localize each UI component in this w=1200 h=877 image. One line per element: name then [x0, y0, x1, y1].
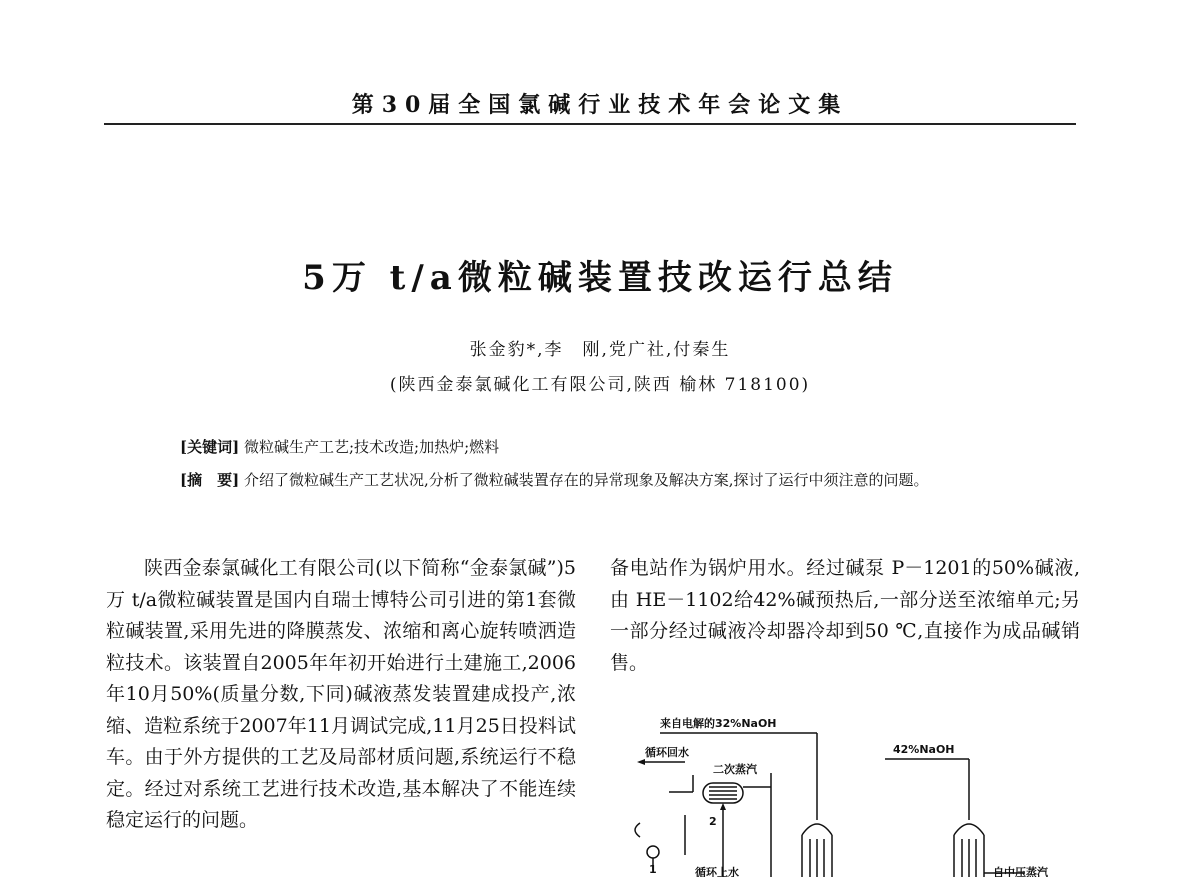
diagram-label-feed: 来自电解的32%NaOH — [660, 717, 777, 730]
process-flow-diagram — [605, 715, 1085, 877]
body-left-column: 陕西金泰氯碱化工有限公司(以下简称“金泰氯碱”)5万 t/a微粒碱装置是国内自瑞士博特公司引进的第1套微粒碱装置,采用先进的降膜蒸发、浓缩和离心旋转喷洒造粒技术。该装置自2005年年初开始进行土建施工,2006年10月50%(质量分数,下同)碱液蒸发装置建成投产,浓缩、造粒系统于2007年11月调试完成,11月25日投料试车。由于外方提供的工艺及局部材质问题,系统运行不稳定。经过对系统工艺进行技术改造,基本解决了不能连续稳定运行的问题。 — [106, 557, 576, 831]
abstract-text: 介绍了微粒碱生产工艺状况,分析了微粒碱装置存在的异常现象及解决方案,探讨了运行中须注意的问题。 — [243, 471, 929, 489]
diagram-number-2: 2 — [709, 815, 717, 828]
keywords-text: 微粒碱生产工艺;技术改造;加热炉;燃料 — [243, 438, 500, 456]
keywords-line — [180, 436, 499, 457]
article-authors: 张金豹*,李 刚,党广社,付秦生 — [469, 340, 731, 360]
diagram-label-supply-water: 循环上水 — [695, 866, 739, 877]
diagram-label-return-water: 循环回水 — [645, 746, 689, 759]
abstract-block — [140, 467, 1060, 493]
diagram-label-steam-in: 自中压蒸汽 — [993, 866, 1048, 877]
body-right-column: 备电站作为锅炉用水。经过碱泵 P－1201的50%碱液,由 HE－1102给42%碱预热后,一部分送至浓缩单元;另一部分经过碱液冷却器冷却到50 ℃,直接作为成品碱销售。 — [610, 557, 1080, 674]
keywords-label: [关键词] — [180, 438, 240, 456]
header-divider — [104, 123, 1076, 125]
diagram-number-1: 1 — [649, 863, 657, 876]
journal-header: 第30届全国氯碱行业技术年会论文集 — [351, 92, 849, 118]
diagram-label-naoh42: 42%NaOH — [893, 743, 955, 756]
article-title: 5万 t/a微粒碱装置技改运行总结 — [302, 258, 898, 298]
diagram-label-secondary-steam: 二次蒸汽 — [713, 763, 757, 776]
abstract-label: [摘 要] — [180, 471, 240, 489]
article-affiliation: (陕西金泰氯碱化工有限公司,陕西 榆林 718100) — [389, 375, 811, 395]
